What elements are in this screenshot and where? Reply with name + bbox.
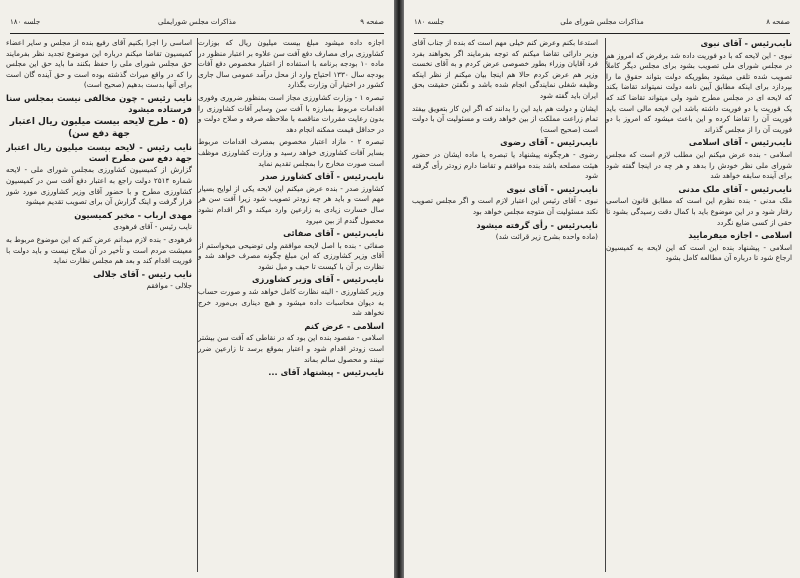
- paragraph: استدعا بکنم وعرض کنم خیلی مهم است که بنده از جناب آقای وزیر دارائی تقاضا میکنم که توجه بفرمایند اگر بخواهند بفرد فرد آقایان وزراء بطور خصوصی عرض کردم و به آقای نخست وزیر هم عرض کردم حالا هم اینجا بیان میکنم از نظر اینکه وظیفه شغلی نمایندگی انجام شده باشد و نگفتن حقیقت بحق ایران باید گفته شود: [412, 38, 598, 100]
- speaker-heading: (۵ - طرح لایحه بیست میلیون ریال اعتبار جهة دفع سن): [9, 117, 189, 140]
- speaker-heading: نایب‌رئیس - آقای اسلامی: [688, 137, 792, 148]
- page-number: صفحه ۹: [360, 18, 384, 26]
- paragraph: گزارش از کمیسیون کشاورزی بمجلس شورای ملی - لایحه شماره ۲۵۱۴ دولت راجع به اعتبار دفع آفت سن در کمیسیون کشاورزی مطرح و با حضور آقای وزیر کشاورزی مورد شور قرار گرفت و اینک گزارش آن برای تصویب تقدیم میشود: [6, 165, 192, 207]
- paragraph: رضوی - هرچگونه پیشنهاد یا تبصره یا ماده ایشان در حضور هیئت مصلحه باشد بنده موافقم و تقاضا دارم زودتر رأی گرفته شود: [412, 149, 598, 181]
- session-number: جلسه ۱۸۰: [414, 18, 445, 26]
- speaker-heading: نایب‌رئیس - آقای رضوی: [500, 137, 598, 148]
- paragraph: اجازه داده میشود مبلغ بیست میلیون ریال که بوزارت کشاورزی برای مصارف دفع آفت سن علاوه بر اعتبار منظور در ماده ۱۰ بودجه برنامه با استفاده از اعتبار مخصوص دفع آفات بودجه سال ۱۳۳۰ احتیاج وارد از محل درآمد عمومی سال جاری کشور در اختیار آن وزارت بگذارد: [198, 38, 384, 90]
- paragraph: ایشان و دولت هم باید این را بدانند که اگر این کار بتعویق بیفتد تمام زراعت مملکت از بین خواهد رفت و مسئولیت آن با دولت است (صحیح است): [412, 103, 598, 134]
- paragraph: ملک مدنی - بنده نظرم این است که مطابق قانون اساسی رفتار شود و در این موضوع باید با کمال دقت رسیدگی بشود تا حقی از کسی ضایع نگردد: [606, 196, 792, 227]
- speaker-heading: نایب‌رئیس - آقای صفائی: [283, 228, 384, 239]
- paragraph: تبصره ۲ - مازاد اعتبار مخصوص بمصرف اقدامات مربوط بسایر آفات کشاورزی خواهد رسید و وزارت کشاورزی موظف است صورت مخارج را بمجلس تقدیم نماید: [198, 137, 384, 168]
- right-page: [404, 0, 800, 578]
- column-divider: [605, 38, 606, 572]
- page-number: صفحه ۸: [766, 18, 790, 26]
- speaker-heading: اسلامی - اجازه میفرمایید: [688, 230, 792, 241]
- speaker-heading: نایب رئیس - چون مخالفی نیست بمجلس سنا فرستاده میشود: [6, 92, 192, 114]
- speaker-heading: اسلامی - عرض کنم: [304, 320, 384, 331]
- text-column: [606, 38, 792, 572]
- paragraph: اساسی را اجرا بکنیم آقای رفیع بنده از مجلس و سایر اعضاء کمیسیون تقاضا میکنم درباره این موضوع تجدید نظر بفرمایند حق مجلس شورای ملی را حفظ بکنند ما باید حق این مجلس را که در واقع میراث گذشته بوده است و حق آینده گان است برای آنها بدست بدهیم (صحیح است): [6, 38, 192, 90]
- header-rule: [10, 33, 384, 34]
- paragraph: (ماده واحده بشرح زیر قرائت شد): [495, 232, 598, 242]
- paragraph: وزیر کشاورزی - البته نظارت کامل خواهد شد و صورت حساب به دیوان محاسبات داده میشود و هیچ دیناری بی‌مورد خرج نخواهد شد: [198, 287, 384, 318]
- paragraph: فرهودی - بنده لازم میدانم عرض کنم که این موضوع مربوط به معیشت مردم است و تأخیر در آن صلاح نیست و باید دولت با فوریت اقدام کند و بعد هم مجلس نظارت نماید: [6, 234, 192, 266]
- running-title: مذاکرات مجلس شورای ملی: [560, 18, 644, 26]
- text-column: [6, 38, 192, 572]
- running-title: مذاکرات مجلس شورایملی: [157, 18, 237, 26]
- paragraph: نبوی - آقای رئیس این اعتبار لازم است و اگر مجلس تصویب نکند مسئولیت آن متوجه مجلس خواهد بود: [412, 196, 598, 216]
- session-number: جلسه ۱۸۰: [10, 18, 41, 26]
- text-column: [198, 38, 384, 572]
- speaker-heading: نایب رئیس - آقای جلالی: [93, 268, 192, 279]
- book-gutter: [394, 0, 404, 578]
- paragraph: جلالی - موافقم: [146, 281, 192, 291]
- paragraph: اسلامی - مقصود بنده این بود که در نقاطی که آفت سن بیشتر است زودتر اقدام شود و اعتبار بموقع برسد تا زارعین ضرر نبینند و محصول سالم بماند: [198, 333, 384, 364]
- speaker-heading: نایب‌رئیس - رأی گرفته میشود: [476, 219, 598, 230]
- paragraph: اسلامی - پیشنهاد بنده این است که این لایحه به کمیسیون ارجاع شود تا درباره آن مطالعه کامل بشود: [606, 242, 792, 263]
- page-header: [10, 18, 384, 32]
- text-column: [412, 38, 598, 572]
- speaker-heading: نایب‌رئیس - آقای نبوی: [700, 38, 792, 48]
- speaker-heading: نایب رئیس - لایحه بیست میلیون ریال اعتبار جهة دفع سن مطرح است: [6, 142, 192, 163]
- paragraph: کشاورز صدر - بنده عرض میکنم این لایحه یکی از لوایح بسیار مهم است و باید هر چه زودتر تصویب شود زیرا آفت سن هر سال خسارت زیادی به زارعین وارد میکند و اگر اقدام نشود محصول گندم از بین میرود: [198, 183, 384, 225]
- header-rule: [414, 33, 790, 34]
- speaker-heading: نایب‌رئیس - آقای ملک مدنی: [678, 183, 792, 194]
- page-header: [414, 18, 790, 32]
- column-divider: [197, 38, 198, 572]
- paragraph: اسلامی - بنده عرض میکنم این مطلب لازم است که مجلس شورای ملی نظر خودش را بدهد و هر چه در اینجا گفته شود برای آینده سابقه خواهد شد: [606, 149, 792, 181]
- left-page: [0, 0, 394, 578]
- paragraph: صفائی - بنده با اصل لایحه موافقم ولی توضیحی میخواستم از آقای وزیر کشاورزی که این مبلغ چگونه مصرف خواهد شد و نظارت بر آن با کیست تا حیف و میل نشود: [198, 240, 384, 271]
- paragraph: تبصره ۱ - وزارت کشاورزی مجاز است بمنظور ضروری وفوری اقدامات مربوط بمبارزه با آفت سن وسایر آفات کشاورزی را بدون رعایت مقررات مناقصه با ملاحظه صرفه و صلاح دولت و در حداقل قیمت ممکنه انجام دهد: [198, 92, 384, 134]
- paragraph: نبوی - این لایحه که با دو فوریت داده شد برفرض که امروز هم در مجلس شورای ملی تصویب بشود برای مجلس دیگر کاملاً تصویب شده تلقی میشود بطوریکه دولت بتواند حقوق ما را بپردازد برای اینکه مطابق آیین نامه دولت نمیتواند تقاضا بکند که لایحه ای در مجلس مطرح شود ولی میتواند تقاضا کند که یک فوریت یا دو فوریت داشته باشد این لایحه مالی است باید فوریت آن را تقاضا کرده و این باعث میشود که امروز با دو فوریت آن را از مجلس گذراند: [606, 50, 792, 134]
- speaker-heading: نایب‌رئیس - پیشنهاد آقای ...: [268, 367, 384, 378]
- speaker-heading: نایب‌رئیس - آقای کشاورز صدر: [260, 171, 384, 182]
- speaker-heading: مهدی ارباب - مخبر کمیسیون: [74, 209, 192, 220]
- paragraph: نایب رئیس - آقای فرهودی: [113, 222, 192, 232]
- speaker-heading: نایب‌رئیس - آقای وزیر کشاورزی: [251, 274, 384, 285]
- speaker-heading: نایب‌رئیس - آقای نبوی: [506, 183, 598, 194]
